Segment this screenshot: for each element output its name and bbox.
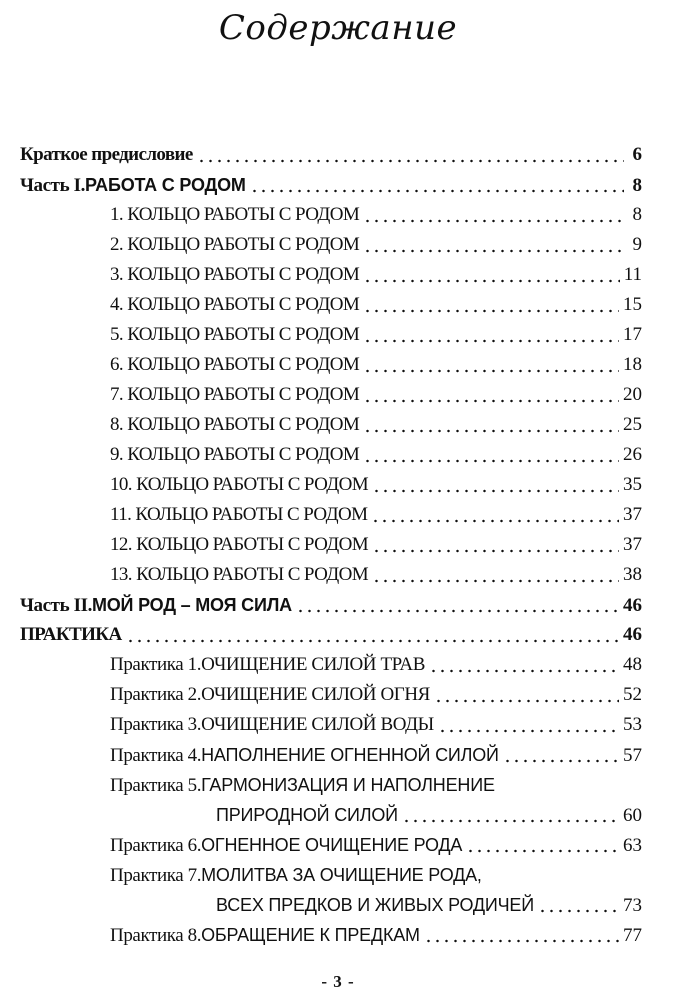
toc-entry-title: 13. КОЛЬЦО РАБОТЫ С РОДОМ (110, 564, 369, 585)
toc-entry-title: Краткое предисловие (20, 144, 193, 165)
dot-leader (438, 729, 619, 733)
toc-entry[interactable] (20, 440, 642, 470)
table-of-contents (20, 140, 642, 950)
toc-entry-page: 35 (623, 474, 642, 495)
dot-leader (363, 249, 624, 253)
toc-entry[interactable] (20, 770, 642, 800)
toc-entry-prefix: Практика 8. (110, 925, 202, 946)
toc-entry-page: 8 (632, 175, 642, 196)
toc-entry-page: 9 (632, 234, 642, 255)
toc-entry[interactable] (20, 710, 642, 740)
toc-entry[interactable] (20, 470, 642, 500)
toc-entry-page: 17 (623, 324, 642, 345)
toc-entry[interactable] (20, 620, 642, 650)
page-number: - 3 - (321, 972, 355, 991)
toc-entry-title: ОЧИЩЕНИЕ СИЛОЙ ТРАВ (201, 654, 425, 675)
toc-entry[interactable] (20, 590, 642, 620)
toc-entry[interactable] (20, 200, 642, 230)
dot-leader (363, 219, 624, 223)
toc-entry-page: 25 (623, 414, 642, 435)
dot-leader (434, 699, 619, 703)
dot-leader (429, 669, 619, 673)
dot-leader (296, 609, 619, 613)
dot-leader (363, 399, 619, 403)
toc-entry[interactable] (20, 230, 642, 260)
toc-entry-title: ОЧИЩЕНИЕ СИЛОЙ ОГНЯ (201, 684, 430, 705)
toc-entry[interactable] (20, 650, 642, 680)
toc-entry-title: ПРИРОДНОЙ СИЛОЙ (216, 805, 398, 825)
dot-leader (402, 819, 619, 823)
page-title: Содержание (218, 8, 458, 48)
dot-leader (424, 939, 619, 943)
toc-entry-page: 53 (623, 714, 642, 735)
toc-entry-title: ОЧИЩЕНИЕ СИЛОЙ ВОДЫ (201, 714, 434, 735)
toc-entry[interactable] (20, 140, 642, 170)
toc-entry-title: 4. КОЛЬЦО РАБОТЫ С РОДОМ (110, 294, 360, 315)
dot-leader (503, 759, 619, 763)
toc-entry-page: 20 (623, 384, 642, 405)
toc-entry-page: 73 (623, 895, 642, 916)
dot-leader (466, 849, 619, 853)
toc-entry-page: 8 (632, 204, 642, 225)
toc-entry[interactable] (20, 410, 642, 440)
toc-entry-title: РАБОТА С РОДОМ (84, 175, 246, 195)
toc-entry-title: ВСЕХ ПРЕДКОВ И ЖИВЫХ РОДИЧЕЙ (216, 895, 534, 915)
toc-entry-title: 2. КОЛЬЦО РАБОТЫ С РОДОМ (110, 234, 360, 255)
toc-entry[interactable] (20, 860, 642, 890)
dot-leader (372, 489, 619, 493)
toc-entry-title: ОГНЕННОЕ ОЧИЩЕНИЕ РОДА (201, 835, 463, 855)
toc-entry[interactable] (20, 680, 642, 710)
toc-entry[interactable] (20, 260, 642, 290)
toc-entry[interactable] (20, 320, 642, 350)
toc-entry[interactable] (20, 830, 642, 860)
dot-leader (363, 339, 619, 343)
toc-entry-page: 46 (623, 624, 642, 645)
toc-entry[interactable] (20, 920, 642, 950)
dot-leader (126, 639, 619, 643)
toc-entry-title: ГАРМОНИЗАЦИЯ И НАПОЛНЕНИЕ (201, 775, 495, 795)
dot-leader (372, 579, 619, 583)
toc-entry-title: МОЛИТВА ЗА ОЧИЩЕНИЕ РОДА, (201, 865, 482, 885)
toc-entry-page: 18 (623, 354, 642, 375)
toc-entry-page: 6 (632, 144, 642, 165)
toc-entry[interactable] (20, 380, 642, 410)
dot-leader (363, 279, 620, 283)
dot-leader (538, 909, 619, 913)
toc-entry-prefix: Часть I. (20, 175, 85, 196)
toc-entry-prefix: Практика 4. (110, 745, 202, 766)
toc-entry-prefix: Практика 3. (110, 714, 202, 735)
dot-leader (363, 429, 619, 433)
toc-entry-prefix: Часть II. (20, 595, 92, 616)
dot-leader (197, 159, 624, 163)
toc-entry-page: 60 (623, 805, 642, 826)
toc-entry-title: ПРАКТИКА (20, 624, 122, 645)
dot-leader (372, 549, 619, 553)
toc-entry-title: МОЙ РОД – МОЯ СИЛА (91, 595, 292, 615)
toc-entry-title: 7. КОЛЬЦО РАБОТЫ С РОДОМ (110, 384, 360, 405)
toc-entry-prefix: Практика 5. (110, 775, 202, 796)
toc-entry-title: 3. КОЛЬЦО РАБОТЫ С РОДОМ (110, 264, 360, 285)
toc-entry[interactable] (20, 890, 642, 920)
toc-entry-prefix: Практика 6. (110, 835, 202, 856)
toc-entry-page: 15 (623, 294, 642, 315)
toc-entry-page: 46 (623, 595, 642, 616)
toc-entry-page: 52 (623, 684, 642, 705)
toc-entry-page: 26 (623, 444, 642, 465)
toc-entry-title: 9. КОЛЬЦО РАБОТЫ С РОДОМ (110, 444, 360, 465)
toc-entry-page: 48 (623, 654, 642, 675)
toc-entry-page: 11 (623, 264, 642, 285)
dot-leader (363, 309, 619, 313)
toc-entry-title: 12. КОЛЬЦО РАБОТЫ С РОДОМ (110, 534, 369, 555)
toc-entry-page: 57 (623, 745, 642, 766)
toc-entry-prefix: Практика 7. (110, 865, 202, 886)
toc-entry-prefix: Практика 2. (110, 684, 202, 705)
toc-entry[interactable] (20, 500, 642, 530)
toc-entry-title: 6. КОЛЬЦО РАБОТЫ С РОДОМ (110, 354, 360, 375)
dot-leader (250, 189, 624, 193)
toc-entry-title: ОБРАЩЕНИЕ К ПРЕДКАМ (201, 925, 420, 945)
toc-entry-page: 37 (623, 534, 642, 555)
toc-entry[interactable] (20, 170, 642, 200)
toc-entry-title: 1. КОЛЬЦО РАБОТЫ С РОДОМ (110, 204, 360, 225)
toc-entry[interactable] (20, 560, 642, 590)
toc-entry-title: 10. КОЛЬЦО РАБОТЫ С РОДОМ (110, 474, 369, 495)
toc-entry-prefix: Практика 1. (110, 654, 202, 675)
toc-entry-title: 5. КОЛЬЦО РАБОТЫ С РОДОМ (110, 324, 360, 345)
dot-leader (371, 519, 619, 523)
dot-leader (363, 459, 619, 463)
toc-entry-page: 77 (623, 925, 642, 946)
toc-entry-title: 11. КОЛЬЦО РАБОТЫ С РОДОМ (110, 504, 368, 525)
toc-entry-title: 8. КОЛЬЦО РАБОТЫ С РОДОМ (110, 414, 360, 435)
toc-entry[interactable] (20, 740, 642, 770)
dot-leader (363, 369, 619, 373)
toc-entry[interactable] (20, 290, 642, 320)
toc-entry-page: 38 (623, 564, 642, 585)
toc-entry-title: НАПОЛНЕНИЕ ОГНЕННОЙ СИЛОЙ (201, 745, 499, 765)
toc-entry[interactable] (20, 350, 642, 380)
toc-entry-page: 37 (623, 504, 642, 525)
toc-entry[interactable] (20, 800, 642, 830)
toc-entry[interactable] (20, 530, 642, 560)
toc-entry-page: 63 (623, 835, 642, 856)
